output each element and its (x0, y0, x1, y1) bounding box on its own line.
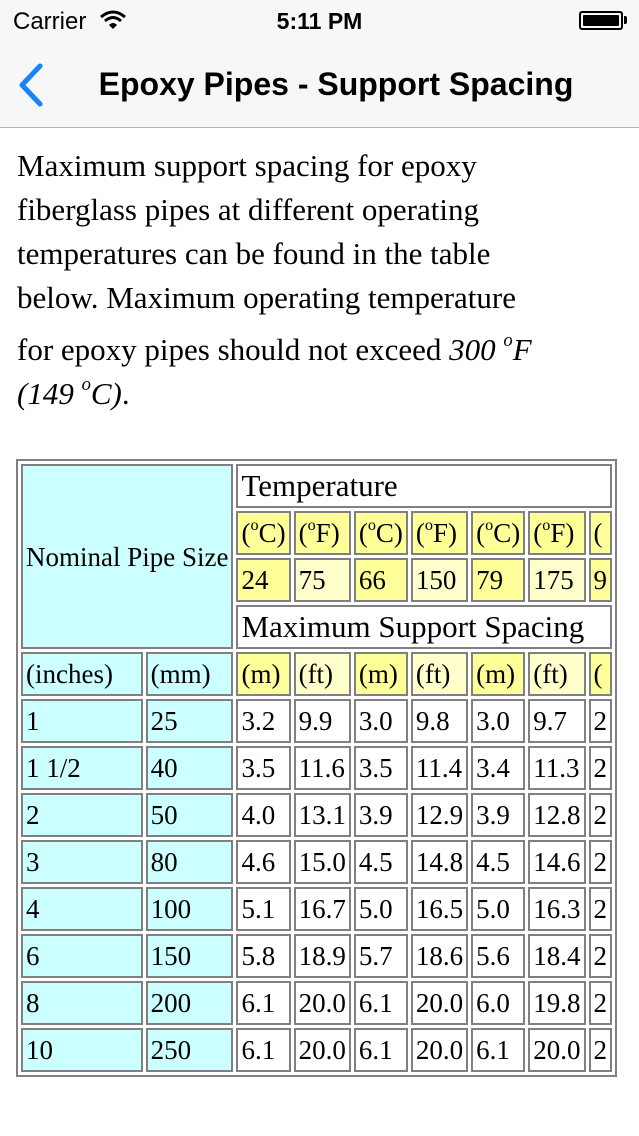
spacing-value-cell: 6.1 (354, 1028, 408, 1072)
temperature-value-clipped: 9 (589, 558, 613, 602)
temperature-value: 24 (236, 558, 290, 602)
size-mm-cell: 80 (146, 840, 234, 884)
spacing-value-cell: 9.9 (294, 699, 351, 743)
size-mm-cell: 25 (146, 699, 234, 743)
spacing-value-cell: 11.3 (528, 746, 585, 790)
spacing-value-cell: 5.6 (471, 934, 525, 978)
table-row (21, 1028, 612, 1072)
spacing-value-cell: 5.1 (236, 887, 290, 931)
temp-unit-header: ($^o$C) (236, 511, 290, 555)
spacing-value-cell: 4.5 (354, 840, 408, 884)
table-row (21, 746, 612, 790)
table-row (21, 981, 612, 1025)
mm-unit-header: (mm) (146, 652, 234, 696)
spacing-value-cell: 16.5 (411, 887, 468, 931)
spacing-value-cell: 5.7 (354, 934, 408, 978)
intro-line: (149 $^o$C). (17, 373, 130, 411)
spacing-value-cell: 18.9 (294, 934, 351, 978)
max-temp-c: (149 (17, 376, 74, 411)
spacing-value-cell: 20.0 (411, 1028, 468, 1072)
spacing-value-cell: 14.8 (411, 840, 468, 884)
temperature-value: 79 (471, 558, 525, 602)
intro-line: fiberglass pipes at different operating (17, 192, 479, 227)
spacing-unit-header: (m) (354, 652, 408, 696)
max-support-spacing-header: Maximum Support Spacing (236, 605, 612, 649)
spacing-value-cell: 9.7 (528, 699, 585, 743)
spacing-value-cell: 18.6 (411, 934, 468, 978)
spacing-value-cell: 6.1 (236, 981, 290, 1025)
size-inches-cell: 4 (21, 887, 143, 931)
size-mm-cell: 100 (146, 887, 234, 931)
spacing-unit-header: (ft) (528, 652, 585, 696)
status-bar (0, 0, 639, 42)
table-row (21, 934, 612, 978)
spacing-value-cell: 3.2 (236, 699, 290, 743)
intro-line: Maximum support spacing for epoxy (17, 148, 477, 183)
size-mm-cell: 40 (146, 746, 234, 790)
table-row (21, 840, 612, 884)
spacing-value-cell: 11.6 (294, 746, 351, 790)
spacing-value-cell: 3.0 (471, 699, 525, 743)
size-mm-cell: 200 (146, 981, 234, 1025)
temperature-value: 66 (354, 558, 408, 602)
spacing-value-clipped: 2 (589, 793, 613, 837)
size-inches-cell: 1 1/2 (21, 746, 143, 790)
spacing-unit-header: (m) (236, 652, 290, 696)
spacing-value-clipped: 2 (589, 934, 613, 978)
spacing-value-cell: 18.4 (528, 934, 585, 978)
size-inches-cell: 1 (21, 699, 143, 743)
temp-unit-header: ($^o$C) (471, 511, 525, 555)
spacing-value-clipped: 2 (589, 887, 613, 931)
spacing-value-cell: 19.8 (528, 981, 585, 1025)
spacing-unit-header: (m) (471, 652, 525, 696)
table-row (21, 793, 612, 837)
spacing-value-clipped: 2 (589, 981, 613, 1025)
spacing-value-cell: 3.5 (236, 746, 290, 790)
spacing-value-cell: 6.1 (236, 1028, 290, 1072)
battery-tip (624, 16, 627, 24)
spacing-value-cell: 9.8 (411, 699, 468, 743)
table-row (21, 887, 612, 931)
spacing-value-cell: 4.5 (471, 840, 525, 884)
temp-unit-header-clipped: ( (589, 511, 613, 555)
temperature-header: Temperature (236, 464, 612, 508)
inches-unit-header: (inches) (21, 652, 143, 696)
spacing-value-cell: 3.0 (354, 699, 408, 743)
spacing-value-cell: 16.3 (528, 887, 585, 931)
spacing-value-cell: 3.4 (471, 746, 525, 790)
spacing-value-cell: 14.6 (528, 840, 585, 884)
spacing-value-cell: 4.0 (236, 793, 290, 837)
temperature-value: 175 (528, 558, 585, 602)
spacing-value-cell: 11.4 (411, 746, 468, 790)
size-mm-cell: 150 (146, 934, 234, 978)
spacing-value-clipped: 2 (589, 1028, 613, 1072)
temp-unit-header: ($^o$F) (294, 511, 351, 555)
temperature-value: 150 (411, 558, 468, 602)
spacing-value-cell: 20.0 (528, 1028, 585, 1072)
spacing-value-cell: 3.9 (354, 793, 408, 837)
navigation-bar (0, 42, 639, 128)
battery-icon (579, 11, 623, 30)
size-inches-cell: 8 (21, 981, 143, 1025)
nominal-pipe-size-header: Nominal Pipe Size (21, 464, 233, 649)
carrier-label: Carrier (13, 8, 87, 35)
spacing-value-cell: 15.0 (294, 840, 351, 884)
spacing-value-cell: 6.1 (471, 1028, 525, 1072)
temp-unit-header: ($^o$F) (411, 511, 468, 555)
support-spacing-table (16, 459, 639, 1077)
spacing-value-clipped: 2 (589, 699, 613, 743)
size-mm-cell: 250 (146, 1028, 234, 1072)
intro-line: below. Maximum operating temperature (17, 280, 516, 315)
spacing-value-cell: 5.0 (354, 887, 408, 931)
spacing-value-clipped: 2 (589, 746, 613, 790)
spacing-unit-header: (ft) (411, 652, 468, 696)
spacing-value-cell: 3.5 (354, 746, 408, 790)
clock: 5:11 PM (276, 8, 363, 34)
intro-line: temperatures can be found in the table (17, 236, 491, 271)
size-inches-cell: 6 (21, 934, 143, 978)
page-title: Epoxy Pipes - Support Spacing (98, 66, 574, 102)
spacing-value-cell: 6.0 (471, 981, 525, 1025)
size-inches-cell: 10 (21, 1028, 143, 1072)
temp-unit-header: ($^o$C) (354, 511, 408, 555)
spacing-value-cell: 6.1 (354, 981, 408, 1025)
size-inches-cell: 2 (21, 793, 143, 837)
spacing-value-cell: 12.8 (528, 793, 585, 837)
size-mm-cell: 50 (146, 793, 234, 837)
max-temp-f: 300 (449, 332, 496, 367)
table-row (21, 699, 612, 743)
spacing-value-cell: 20.0 (411, 981, 468, 1025)
intro-line: for epoxy pipes should not exceed 300 $^o$F (17, 329, 532, 367)
spacing-value-cell: 20.0 (294, 1028, 351, 1072)
spacing-value-cell: 5.8 (236, 934, 290, 978)
spacing-unit-header-clipped: ( (589, 652, 613, 696)
spacing-value-clipped: 2 (589, 840, 613, 884)
spacing-value-cell: 4.6 (236, 840, 290, 884)
spacing-unit-header: (ft) (294, 652, 351, 696)
spacing-value-cell: 3.9 (471, 793, 525, 837)
spacing-value-cell: 12.9 (411, 793, 468, 837)
spacing-value-cell: 20.0 (294, 981, 351, 1025)
spacing-value-cell: 5.0 (471, 887, 525, 931)
temp-unit-header: ($^o$F) (528, 511, 585, 555)
spacing-value-cell: 16.7 (294, 887, 351, 931)
size-inches-cell: 3 (21, 840, 143, 884)
temperature-value: 75 (294, 558, 351, 602)
intro-paragraph (17, 144, 627, 416)
spacing-value-cell: 13.1 (294, 793, 351, 837)
